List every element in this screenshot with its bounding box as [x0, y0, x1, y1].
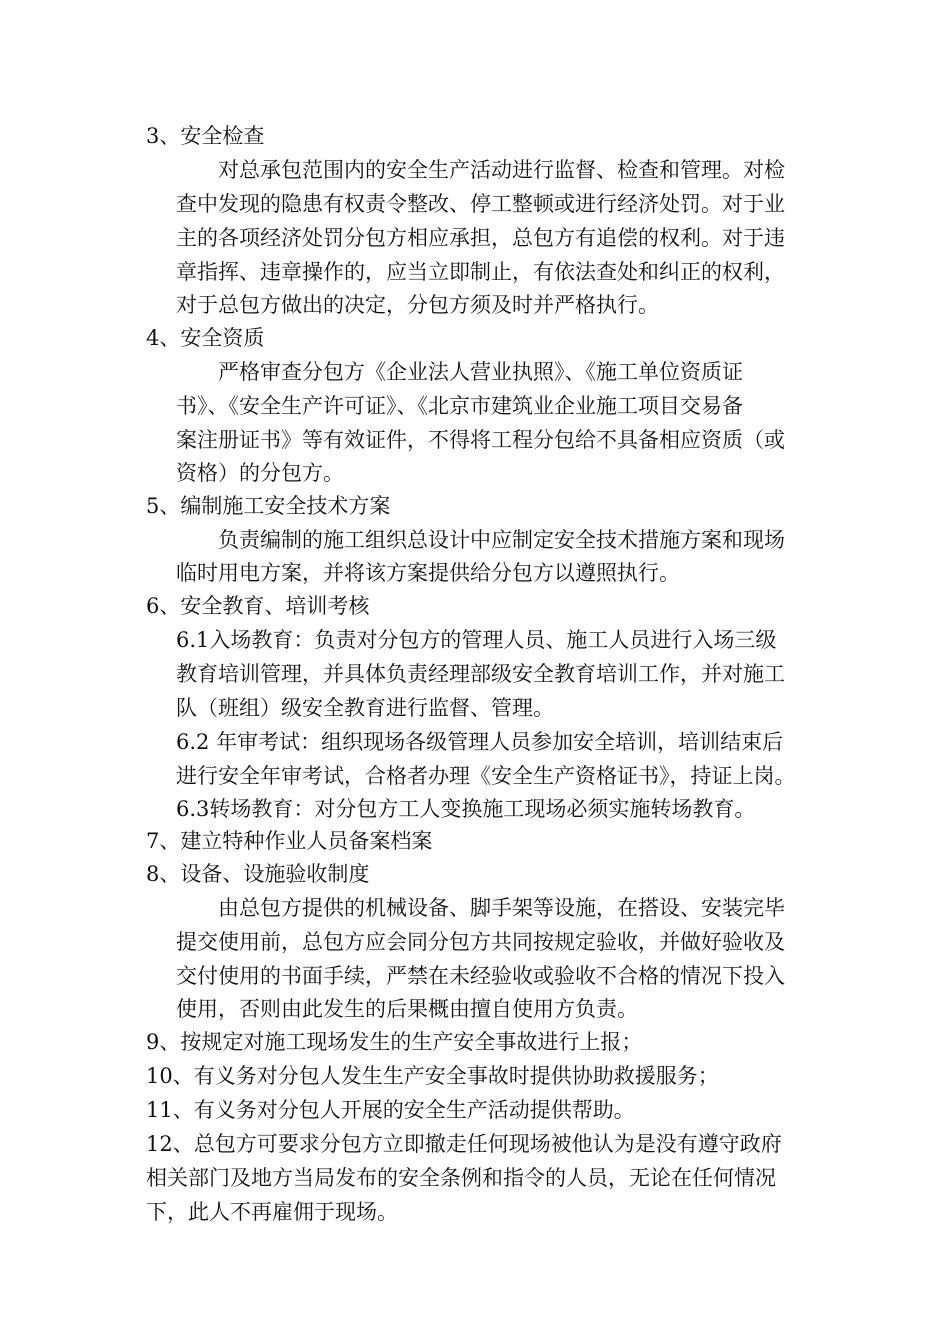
section-5-heading: 5、编制施工安全技术方案 [146, 494, 391, 518]
section-4-line-4: 资格）的分包方。 [176, 461, 344, 485]
section-12-heading: 12、总包方可要求分包方立即撤走任何现场被他认为是没有遵守政府 [146, 1132, 782, 1156]
section-6-line-1: 6.1入场教育：负责对分包方的管理人员、施工人员进行入场三级 [176, 628, 777, 652]
section-4-line-3: 案注册证书》等有效证件，不得将工程分包给不具备相应资质（或 [176, 428, 785, 452]
section-3-line-1: 对总承包范围内的安全生产活动进行监督、检查和管理。对检 [218, 158, 785, 182]
section-3-line-4: 章指挥、违章操作的，应当立即制止，有依法查处和纠正的权利， [176, 260, 785, 284]
section-3-line-3: 主的各项经济处罚分包方相应承担，总包方有追偿的权利。对于违 [176, 226, 785, 250]
section-6-line-5: 进行安全年审考试，合格者办理《安全生产资格证书》，持证上岗。 [176, 764, 796, 788]
section-6-line-2: 教育培训管理，并具体负责经理部级安全教育培训工作，并对施工 [176, 662, 785, 686]
section-8-line-1: 由总包方提供的机械设备、脚手架等设施，在搭设、安装完毕 [218, 896, 785, 920]
section-7-heading: 7、建立特种作业人员备案档案 [146, 829, 433, 853]
section-4-line-1: 严格审查分包方《企业法人营业执照》、《施工单位资质证 [218, 360, 743, 384]
section-6-line-3: 队（班组）级安全教育进行监督、管理。 [176, 696, 554, 720]
section-9-heading: 9、按规定对施工现场发生的生产安全事故进行上报； [146, 1030, 643, 1054]
section-3-heading: 3、安全检查 [146, 124, 265, 148]
section-4-heading: 4、安全资质 [146, 326, 265, 350]
section-4-line-2: 书》、《安全生产许可证》、《北京市建筑业企业施工项目交易备 [176, 394, 743, 418]
section-3-line-2: 查中发现的隐患有权责令整改、停工整顿或进行经济处罚。对于业 [176, 192, 785, 216]
section-6-line-6: 6.3转场教育：对分包方工人变换施工现场必须实施转场教育。 [176, 797, 756, 821]
section-3-line-5: 对于总包方做出的决定，分包方须及时并严格执行。 [176, 293, 659, 317]
section-10-heading: 10、有义务对分包人发生生产安全事故时提供协助救援服务； [146, 1064, 719, 1088]
section-6-heading: 6、安全教育、培训考核 [146, 594, 370, 618]
section-8-line-2: 提交使用前，总包方应会同分包方共同按规定验收，并做好验收及 [176, 930, 785, 954]
section-8-heading: 8、设备、设施验收制度 [146, 862, 370, 886]
section-12-line-1: 相关部门及地方当局发布的安全条例和指令的人员，无论在任何情况 [146, 1166, 776, 1190]
section-8-line-4: 使用，否则由此发生的后果概由擅自使用方负责。 [176, 997, 638, 1021]
section-8-line-3: 交付使用的书面手续，严禁在未经验收或验收不合格的情况下投入 [176, 964, 785, 988]
section-12-line-2: 下，此人不再雇佣于现场。 [146, 1200, 398, 1224]
section-6-line-4: 6.2 年审考试：组织现场各级管理人员参加安全培训，培训结束后 [176, 730, 784, 754]
section-11-heading: 11、有义务对分包人开展的安全生产活动提供帮助。 [146, 1098, 635, 1122]
section-5-line-1: 负责编制的施工组织总设计中应制定安全技术措施方案和现场 [218, 528, 785, 552]
section-5-line-2: 临时用电方案，并将该方案提供给分包方以遵照执行。 [176, 561, 680, 585]
